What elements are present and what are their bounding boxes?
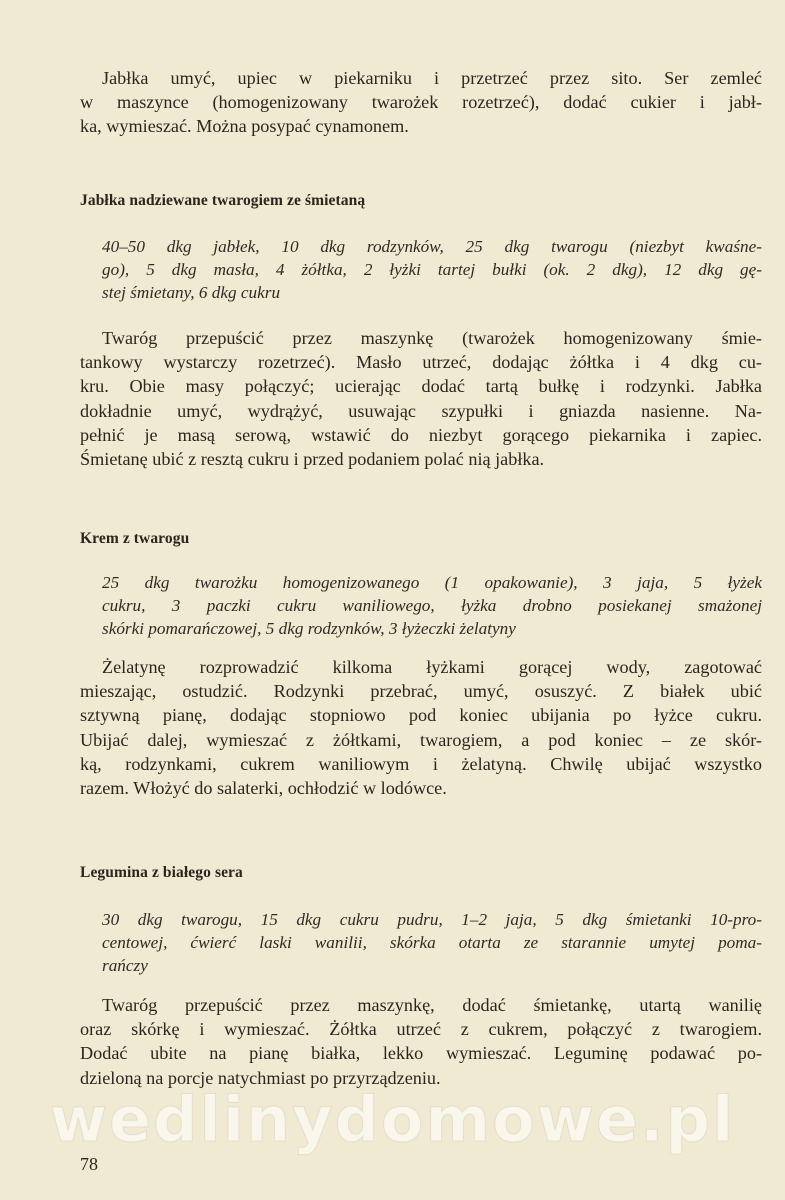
text-line: oraz skórkę i wymieszać. Żółtka utrzeć z cukrem, połączyć z twarogiem. — [80, 1019, 762, 1040]
recipe-title-1 — [80, 191, 762, 211]
text-line: ka, wymieszać. Można posypać cynamonem. — [80, 116, 409, 137]
recipe-title-3 — [80, 863, 762, 883]
ingredients-list — [80, 236, 762, 304]
ingredients-list — [80, 909, 762, 977]
text-line: cukru, 3 paczki cukru waniliowego, łyżka drobno posiekanej smażonej — [102, 595, 762, 615]
recipe-instructions-3 — [80, 993, 762, 1090]
text-line: w maszynce (homogenizowany twarożek rozetrzeć), dodać cukier i jabł- — [80, 92, 762, 113]
text-line: stej śmietany, 6 dkg cukru — [102, 282, 281, 302]
ingredients-list — [80, 572, 762, 640]
instructions-text — [80, 655, 762, 800]
text-line: Twaróg przepuścić przez maszynkę (twarożek homogenizowany śmie- — [102, 328, 762, 348]
intro-paragraph — [80, 66, 762, 139]
recipe-instructions-2 — [80, 655, 762, 800]
text-line: Śmietanę ubić z resztą cukru i przed podaniem polać nią jabłka. — [80, 449, 545, 470]
recipe-ingredients-3 — [80, 909, 762, 977]
text-line: dzieloną na porcje natychmiast po przyrządzeniu. — [80, 1067, 441, 1088]
recipe-heading: Legumina z białego sera — [80, 864, 243, 881]
text-line: Żelatynę rozprowadzić kilkoma łyżkami gorącej wody, zagotować — [102, 657, 762, 677]
recipe-heading: Krem z twarogu — [80, 530, 190, 547]
text-line: dokładnie umyć, wydrążyć, usuwając szypułki i gniazda nasienne. Na- — [80, 400, 762, 421]
recipe-ingredients-2 — [80, 572, 762, 640]
recipe-ingredients-1 — [80, 236, 762, 304]
recipe-heading: Jabłka nadziewane twarogiem ze śmietaną — [80, 192, 366, 209]
text-line: pełnić je masą serową, wstawić do niezbyt gorącego piekarnika i zapiec. — [80, 424, 762, 445]
text-line: 40–50 dkg jabłek, 10 dkg rodzynków, 25 dkg twarogu (niezbyt kwaśne- — [102, 237, 762, 256]
text-line: Jabłka umyć, upiec w piekarniku i przetrzeć przez sito. Ser zemleć — [102, 68, 762, 88]
recipe-instructions-1 — [80, 326, 762, 471]
text-line: Ubijać dalej, wymieszać z żółtkami, twarogiem, a pod koniec – ze skór- — [80, 729, 762, 750]
page-number: 78 — [80, 1154, 98, 1174]
text-line: mieszając, ostudzić. Rodzynki przebrać, umyć, osuszyć. Z białek ubić — [80, 681, 762, 702]
text-line: Dodać ubite na pianę białka, lekko wymieszać. Leguminę podawać po- — [80, 1043, 762, 1064]
instructions-text — [80, 326, 762, 471]
text-line: Twaróg przepuścić przez maszynkę, dodać śmietankę, utartą wanilię — [102, 995, 762, 1015]
text-line: centowej, ćwierć laski wanilii, skórka otarta ze starannie umytej poma- — [102, 932, 762, 952]
watermark: wedlinydomowe.pl — [49, 1083, 736, 1156]
instructions-text — [80, 993, 762, 1090]
text-line: ką, rodzynkami, cukrem waniliowym i żelatyną. Chwilę ubijać wszystko — [80, 753, 762, 774]
text-line: rańczy — [102, 955, 148, 975]
text-line: 25 dkg twarożku homogenizowanego (1 opakowanie), 3 jaja, 5 łyżek — [102, 573, 762, 592]
text-line: go), 5 dkg masła, 4 żółtka, 2 łyżki tartej bułki (ok. 2 dkg), 12 dkg gę- — [102, 259, 762, 279]
text-line: tankowy wystarczy rozetrzeć). Masło utrzeć, dodając żółtka i 4 dkg cu- — [80, 352, 762, 373]
text-line: sztywną pianę, dodając stopniowo pod koniec ubijania po łyżce cukru. — [80, 705, 762, 726]
text-line: skórki pomarańczowej, 5 dkg rodzynków, 3 łyżeczki żelatyny — [102, 618, 516, 638]
text-line: kru. Obie masy połączyć; ucierając dodać tartą bułkę i rodzynki. Jabłka — [80, 376, 762, 397]
text-line: razem. Włożyć do salaterki, ochłodzić w lodówce. — [80, 778, 447, 799]
text-line: 30 dkg twarogu, 15 dkg cukru pudru, 1–2 jaja, 5 dkg śmietanki 10-pro- — [102, 910, 762, 929]
recipe-title-2 — [80, 529, 762, 549]
intro-text — [80, 66, 762, 139]
